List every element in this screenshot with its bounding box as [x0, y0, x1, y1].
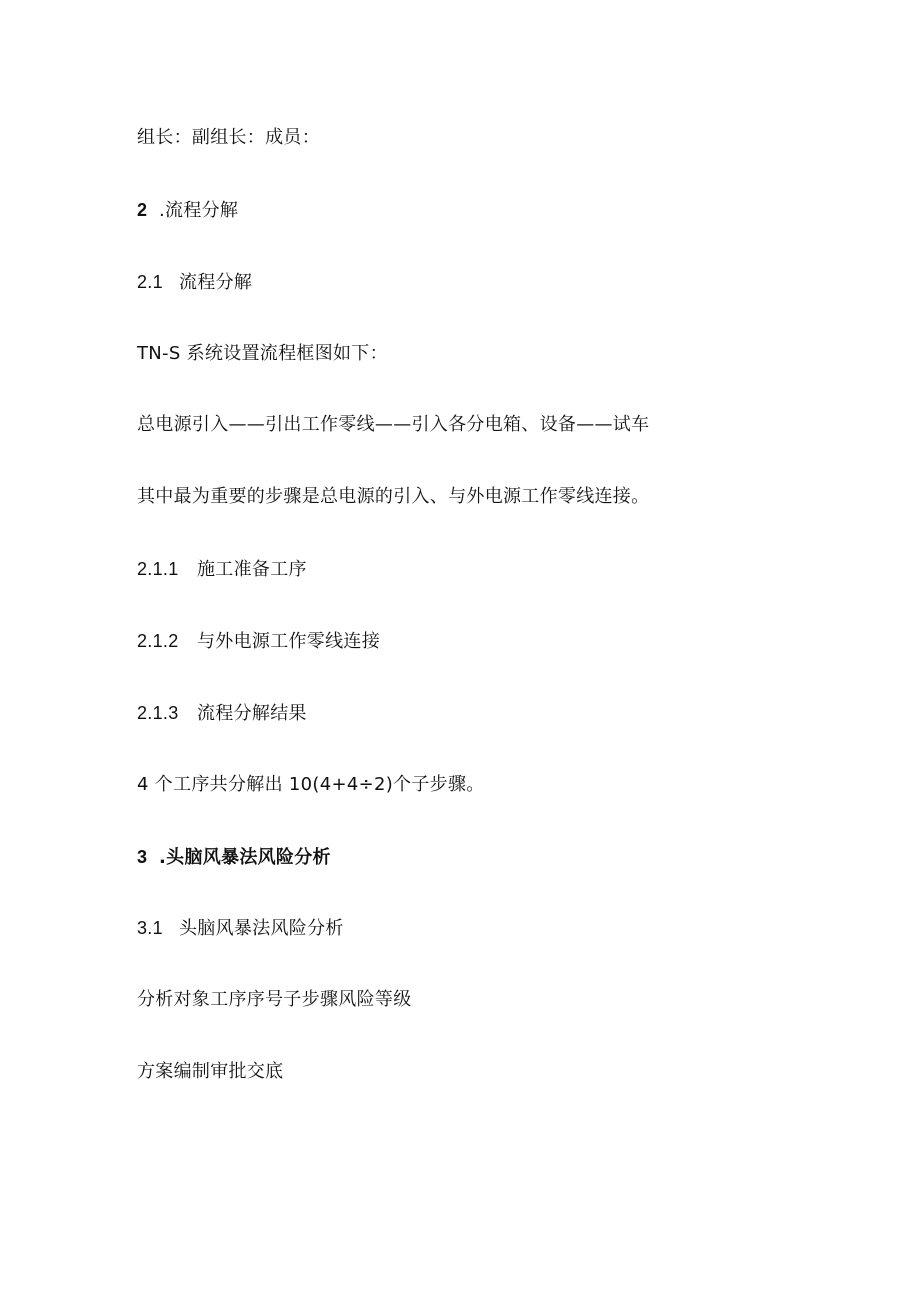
table-header-line — [137, 988, 412, 1012]
subsection-heading-2-1 — [137, 270, 252, 295]
table-row-line — [137, 1060, 283, 1084]
steps-result-text: 4 个工序共分解出 10(4+4÷2)个子步骤。 — [137, 774, 485, 795]
section-number: 2 — [137, 200, 148, 220]
subsection-heading-3-1 — [137, 916, 344, 941]
section-title: .流程分解 — [159, 200, 239, 221]
table-row-text: 方案编制审批交底 — [137, 1061, 284, 1082]
section-title: .头脑风暴法风险分析 — [159, 847, 331, 868]
tns-intro-text: TN-S 系统设置流程框图如下： — [137, 343, 388, 364]
subsection-heading-2-1-2 — [137, 629, 380, 654]
subsection-title: 与外电源工作零线连接 — [197, 631, 380, 652]
roles-line — [137, 126, 320, 150]
subsection-number: 2.1.1 — [137, 559, 179, 579]
flow-paragraph — [137, 413, 649, 437]
table-header-text: 分析对象工序序号子步骤风险等级 — [137, 989, 412, 1010]
subsection-title: 流程分解结果 — [197, 703, 307, 724]
important-step-paragraph — [137, 485, 649, 509]
subsection-heading-2-1-1 — [137, 557, 307, 582]
subsection-title: 施工准备工序 — [197, 559, 307, 580]
subsection-number: 2.1 — [137, 272, 163, 292]
subsection-title: 头脑风暴法风险分析 — [179, 918, 344, 939]
subsection-number: 3.1 — [137, 918, 163, 938]
flow-text: 总电源引入——引出工作零线——引入各分电箱、设备——试车 — [137, 414, 650, 435]
section-heading-2 — [137, 198, 242, 223]
subsection-title: 流程分解 — [179, 272, 253, 293]
steps-result-paragraph — [137, 773, 485, 797]
important-step-text: 其中最为重要的步骤是总电源的引入、与外电源工作零线连接。 — [137, 486, 650, 507]
section-number: 3 — [137, 847, 148, 867]
subsection-number: 2.1.3 — [137, 703, 179, 723]
subsection-heading-2-1-3 — [137, 701, 307, 726]
section-heading-3 — [137, 845, 335, 870]
subsection-number: 2.1.2 — [137, 631, 179, 651]
tns-intro-paragraph — [137, 342, 388, 366]
roles-text: 组长：副组长：成员： — [137, 127, 320, 148]
